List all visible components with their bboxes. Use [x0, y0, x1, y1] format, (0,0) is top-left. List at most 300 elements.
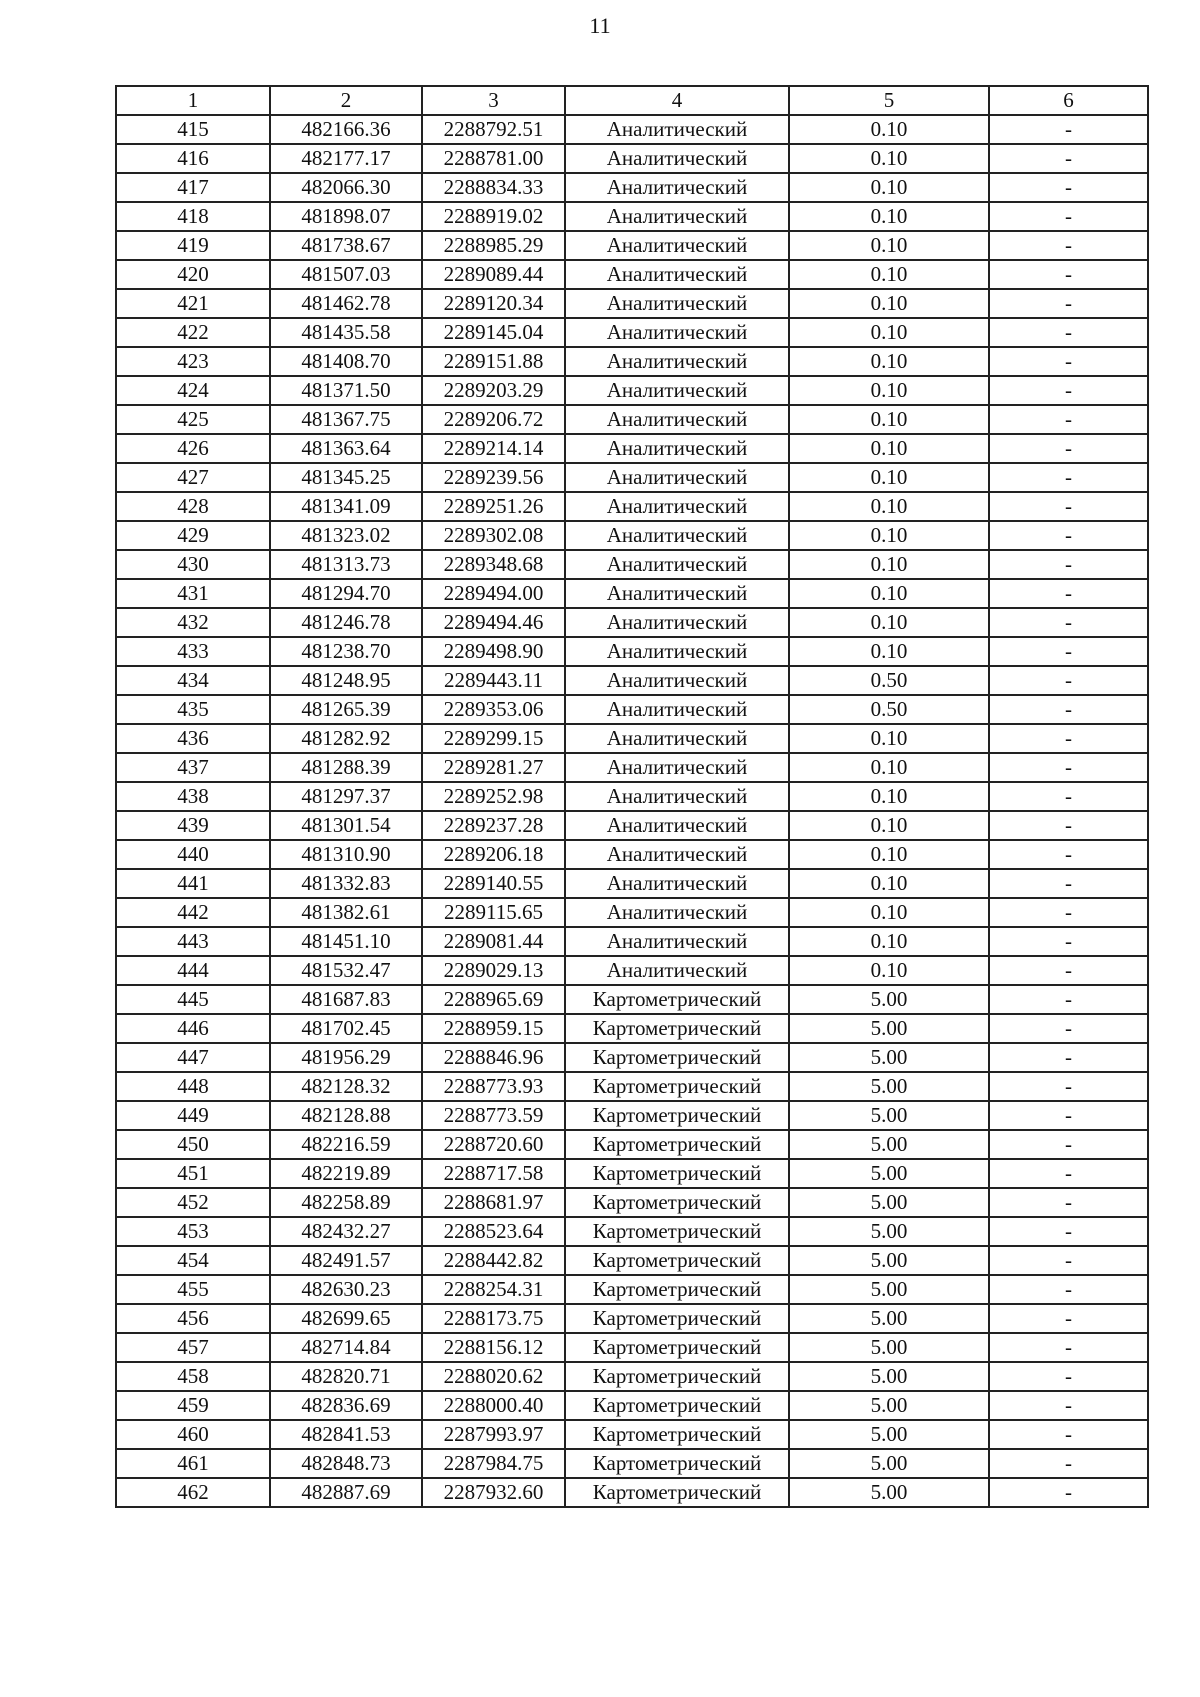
- note-cell: -: [989, 1449, 1148, 1478]
- x-coordinate-cell: 482887.69: [270, 1478, 422, 1507]
- table-row: [116, 1391, 1148, 1420]
- method-cell: Аналитический: [565, 927, 789, 956]
- y-coordinate-cell: 2287984.75: [422, 1449, 565, 1478]
- accuracy-cell: 0.10: [789, 956, 989, 985]
- y-coordinate-cell: 2289299.15: [422, 724, 565, 753]
- table-row: [116, 956, 1148, 985]
- note-cell: -: [989, 666, 1148, 695]
- note-cell: -: [989, 1159, 1148, 1188]
- note-cell: -: [989, 695, 1148, 724]
- accuracy-cell: 0.10: [789, 724, 989, 753]
- column-header: 2: [270, 86, 422, 115]
- method-cell: Картометрический: [565, 1246, 789, 1275]
- y-coordinate-cell: 2289252.98: [422, 782, 565, 811]
- accuracy-cell: 0.10: [789, 463, 989, 492]
- point-number-cell: 447: [116, 1043, 270, 1072]
- note-cell: -: [989, 1275, 1148, 1304]
- y-coordinate-cell: 2289348.68: [422, 550, 565, 579]
- method-cell: Аналитический: [565, 173, 789, 202]
- note-cell: -: [989, 521, 1148, 550]
- x-coordinate-cell: 482066.30: [270, 173, 422, 202]
- method-cell: Картометрический: [565, 1014, 789, 1043]
- note-cell: -: [989, 782, 1148, 811]
- note-cell: -: [989, 492, 1148, 521]
- table-row: [116, 724, 1148, 753]
- note-cell: -: [989, 1362, 1148, 1391]
- accuracy-cell: 0.10: [789, 927, 989, 956]
- method-cell: Картометрический: [565, 1304, 789, 1333]
- accuracy-cell: 5.00: [789, 1217, 989, 1246]
- y-coordinate-cell: 2288965.69: [422, 985, 565, 1014]
- x-coordinate-cell: 481738.67: [270, 231, 422, 260]
- method-cell: Аналитический: [565, 695, 789, 724]
- x-coordinate-cell: 481246.78: [270, 608, 422, 637]
- method-cell: Аналитический: [565, 956, 789, 985]
- note-cell: -: [989, 1043, 1148, 1072]
- y-coordinate-cell: 2288156.12: [422, 1333, 565, 1362]
- y-coordinate-cell: 2288020.62: [422, 1362, 565, 1391]
- accuracy-cell: 0.10: [789, 898, 989, 927]
- table-row: [116, 260, 1148, 289]
- y-coordinate-cell: 2289203.29: [422, 376, 565, 405]
- point-number-cell: 420: [116, 260, 270, 289]
- y-coordinate-cell: 2288523.64: [422, 1217, 565, 1246]
- point-number-cell: 438: [116, 782, 270, 811]
- x-coordinate-cell: 481341.09: [270, 492, 422, 521]
- accuracy-cell: 0.10: [789, 115, 989, 144]
- accuracy-cell: 5.00: [789, 1420, 989, 1449]
- table-row: [116, 1159, 1148, 1188]
- table-row: [116, 1449, 1148, 1478]
- point-number-cell: 415: [116, 115, 270, 144]
- table-row: [116, 289, 1148, 318]
- y-coordinate-cell: 2289237.28: [422, 811, 565, 840]
- y-coordinate-cell: 2289214.14: [422, 434, 565, 463]
- note-cell: -: [989, 1246, 1148, 1275]
- accuracy-cell: 0.50: [789, 666, 989, 695]
- table-row: [116, 1478, 1148, 1507]
- method-cell: Аналитический: [565, 318, 789, 347]
- point-number-cell: 448: [116, 1072, 270, 1101]
- x-coordinate-cell: 481371.50: [270, 376, 422, 405]
- note-cell: -: [989, 927, 1148, 956]
- y-coordinate-cell: 2288985.29: [422, 231, 565, 260]
- method-cell: Картометрический: [565, 1362, 789, 1391]
- accuracy-cell: 0.10: [789, 753, 989, 782]
- point-number-cell: 461: [116, 1449, 270, 1478]
- accuracy-cell: 0.10: [789, 144, 989, 173]
- note-cell: -: [989, 434, 1148, 463]
- method-cell: Картометрический: [565, 1072, 789, 1101]
- note-cell: -: [989, 753, 1148, 782]
- table-row: [116, 666, 1148, 695]
- method-cell: Аналитический: [565, 782, 789, 811]
- accuracy-cell: 0.10: [789, 231, 989, 260]
- table-row: [116, 1217, 1148, 1246]
- table-row: [116, 405, 1148, 434]
- table-row: [116, 811, 1148, 840]
- table-row: [116, 1101, 1148, 1130]
- table-row: [116, 347, 1148, 376]
- x-coordinate-cell: 482432.27: [270, 1217, 422, 1246]
- table-row: [116, 898, 1148, 927]
- point-number-cell: 456: [116, 1304, 270, 1333]
- accuracy-cell: 0.10: [789, 434, 989, 463]
- method-cell: Картометрический: [565, 1275, 789, 1304]
- table-row: [116, 1246, 1148, 1275]
- accuracy-cell: 0.10: [789, 550, 989, 579]
- x-coordinate-cell: 481462.78: [270, 289, 422, 318]
- table-row: [116, 695, 1148, 724]
- accuracy-cell: 5.00: [789, 1333, 989, 1362]
- x-coordinate-cell: 481956.29: [270, 1043, 422, 1072]
- table-row: [116, 492, 1148, 521]
- accuracy-cell: 0.50: [789, 695, 989, 724]
- y-coordinate-cell: 2289494.46: [422, 608, 565, 637]
- x-coordinate-cell: 482166.36: [270, 115, 422, 144]
- y-coordinate-cell: 2289206.72: [422, 405, 565, 434]
- x-coordinate-cell: 482177.17: [270, 144, 422, 173]
- point-number-cell: 440: [116, 840, 270, 869]
- table-row: [116, 1014, 1148, 1043]
- x-coordinate-cell: 481248.95: [270, 666, 422, 695]
- table-row: [116, 1043, 1148, 1072]
- table-row: [116, 753, 1148, 782]
- accuracy-cell: 5.00: [789, 1362, 989, 1391]
- x-coordinate-cell: 481294.70: [270, 579, 422, 608]
- y-coordinate-cell: 2289206.18: [422, 840, 565, 869]
- table-row: [116, 231, 1148, 260]
- point-number-cell: 433: [116, 637, 270, 666]
- x-coordinate-cell: 482699.65: [270, 1304, 422, 1333]
- table-row: [116, 115, 1148, 144]
- note-cell: -: [989, 1478, 1148, 1507]
- y-coordinate-cell: 2289498.90: [422, 637, 565, 666]
- note-cell: -: [989, 405, 1148, 434]
- method-cell: Картометрический: [565, 1420, 789, 1449]
- note-cell: -: [989, 144, 1148, 173]
- column-header: 3: [422, 86, 565, 115]
- y-coordinate-cell: 2287993.97: [422, 1420, 565, 1449]
- note-cell: -: [989, 289, 1148, 318]
- x-coordinate-cell: 482820.71: [270, 1362, 422, 1391]
- point-number-cell: 425: [116, 405, 270, 434]
- x-coordinate-cell: 481435.58: [270, 318, 422, 347]
- note-cell: -: [989, 579, 1148, 608]
- y-coordinate-cell: 2289353.06: [422, 695, 565, 724]
- x-coordinate-cell: 482630.23: [270, 1275, 422, 1304]
- table-row: [116, 1188, 1148, 1217]
- accuracy-cell: 5.00: [789, 985, 989, 1014]
- x-coordinate-cell: 481702.45: [270, 1014, 422, 1043]
- y-coordinate-cell: 2289145.04: [422, 318, 565, 347]
- accuracy-cell: 0.10: [789, 173, 989, 202]
- method-cell: Аналитический: [565, 898, 789, 927]
- point-number-cell: 424: [116, 376, 270, 405]
- note-cell: -: [989, 869, 1148, 898]
- point-number-cell: 443: [116, 927, 270, 956]
- point-number-cell: 419: [116, 231, 270, 260]
- accuracy-cell: 5.00: [789, 1130, 989, 1159]
- method-cell: Картометрический: [565, 1159, 789, 1188]
- note-cell: -: [989, 1072, 1148, 1101]
- y-coordinate-cell: 2288000.40: [422, 1391, 565, 1420]
- accuracy-cell: 0.10: [789, 782, 989, 811]
- x-coordinate-cell: 481367.75: [270, 405, 422, 434]
- table-row: [116, 173, 1148, 202]
- y-coordinate-cell: 2288717.58: [422, 1159, 565, 1188]
- accuracy-cell: 5.00: [789, 1449, 989, 1478]
- note-cell: -: [989, 840, 1148, 869]
- x-coordinate-cell: 482219.89: [270, 1159, 422, 1188]
- x-coordinate-cell: 482258.89: [270, 1188, 422, 1217]
- table-body: [116, 86, 1148, 1507]
- x-coordinate-cell: 481288.39: [270, 753, 422, 782]
- point-number-cell: 427: [116, 463, 270, 492]
- point-number-cell: 450: [116, 1130, 270, 1159]
- point-number-cell: 426: [116, 434, 270, 463]
- note-cell: -: [989, 637, 1148, 666]
- accuracy-cell: 5.00: [789, 1391, 989, 1420]
- accuracy-cell: 0.10: [789, 869, 989, 898]
- x-coordinate-cell: 481345.25: [270, 463, 422, 492]
- accuracy-cell: 5.00: [789, 1188, 989, 1217]
- y-coordinate-cell: 2288681.97: [422, 1188, 565, 1217]
- point-number-cell: 462: [116, 1478, 270, 1507]
- x-coordinate-cell: 482836.69: [270, 1391, 422, 1420]
- table-row: [116, 927, 1148, 956]
- note-cell: -: [989, 724, 1148, 753]
- y-coordinate-cell: 2287932.60: [422, 1478, 565, 1507]
- x-coordinate-cell: 481382.61: [270, 898, 422, 927]
- x-coordinate-cell: 481265.39: [270, 695, 422, 724]
- y-coordinate-cell: 2288773.59: [422, 1101, 565, 1130]
- note-cell: -: [989, 1101, 1148, 1130]
- table-row: [116, 1333, 1148, 1362]
- method-cell: Аналитический: [565, 608, 789, 637]
- y-coordinate-cell: 2289302.08: [422, 521, 565, 550]
- x-coordinate-cell: 481297.37: [270, 782, 422, 811]
- table-row: [116, 463, 1148, 492]
- x-coordinate-cell: 482714.84: [270, 1333, 422, 1362]
- y-coordinate-cell: 2289151.88: [422, 347, 565, 376]
- note-cell: -: [989, 1188, 1148, 1217]
- point-number-cell: 432: [116, 608, 270, 637]
- table-row: [116, 1362, 1148, 1391]
- point-number-cell: 423: [116, 347, 270, 376]
- x-coordinate-cell: 482128.32: [270, 1072, 422, 1101]
- point-number-cell: 436: [116, 724, 270, 753]
- method-cell: Аналитический: [565, 521, 789, 550]
- note-cell: -: [989, 550, 1148, 579]
- x-coordinate-cell: 481332.83: [270, 869, 422, 898]
- accuracy-cell: 0.10: [789, 637, 989, 666]
- accuracy-cell: 0.10: [789, 289, 989, 318]
- method-cell: Картометрический: [565, 1188, 789, 1217]
- note-cell: -: [989, 608, 1148, 637]
- method-cell: Аналитический: [565, 869, 789, 898]
- x-coordinate-cell: 481363.64: [270, 434, 422, 463]
- x-coordinate-cell: 481323.02: [270, 521, 422, 550]
- y-coordinate-cell: 2289251.26: [422, 492, 565, 521]
- accuracy-cell: 5.00: [789, 1014, 989, 1043]
- table-row: [116, 202, 1148, 231]
- note-cell: -: [989, 1304, 1148, 1333]
- note-cell: -: [989, 1014, 1148, 1043]
- x-coordinate-cell: 481408.70: [270, 347, 422, 376]
- x-coordinate-cell: 482491.57: [270, 1246, 422, 1275]
- accuracy-cell: 0.10: [789, 608, 989, 637]
- point-number-cell: 454: [116, 1246, 270, 1275]
- point-number-cell: 431: [116, 579, 270, 608]
- accuracy-cell: 0.10: [789, 521, 989, 550]
- method-cell: Аналитический: [565, 840, 789, 869]
- method-cell: Аналитический: [565, 579, 789, 608]
- column-header: 6: [989, 86, 1148, 115]
- accuracy-cell: 0.10: [789, 492, 989, 521]
- y-coordinate-cell: 2288792.51: [422, 115, 565, 144]
- table-row: [116, 1130, 1148, 1159]
- point-number-cell: 439: [116, 811, 270, 840]
- accuracy-cell: 0.10: [789, 376, 989, 405]
- note-cell: -: [989, 956, 1148, 985]
- method-cell: Аналитический: [565, 144, 789, 173]
- method-cell: Аналитический: [565, 202, 789, 231]
- table-row: [116, 1420, 1148, 1449]
- x-coordinate-cell: 481451.10: [270, 927, 422, 956]
- y-coordinate-cell: 2288720.60: [422, 1130, 565, 1159]
- note-cell: -: [989, 898, 1148, 927]
- x-coordinate-cell: 482841.53: [270, 1420, 422, 1449]
- table-row: [116, 579, 1148, 608]
- method-cell: Картометрический: [565, 985, 789, 1014]
- y-coordinate-cell: 2289089.44: [422, 260, 565, 289]
- method-cell: Аналитический: [565, 811, 789, 840]
- table-row: [116, 869, 1148, 898]
- table-header-row: [116, 86, 1148, 115]
- note-cell: -: [989, 985, 1148, 1014]
- method-cell: Аналитический: [565, 289, 789, 318]
- x-coordinate-cell: 482128.88: [270, 1101, 422, 1130]
- x-coordinate-cell: 481310.90: [270, 840, 422, 869]
- page-number: 11: [589, 13, 611, 38]
- accuracy-cell: 5.00: [789, 1478, 989, 1507]
- point-number-cell: 459: [116, 1391, 270, 1420]
- note-cell: -: [989, 463, 1148, 492]
- table-row: [116, 144, 1148, 173]
- table-row: [116, 782, 1148, 811]
- x-coordinate-cell: 481507.03: [270, 260, 422, 289]
- accuracy-cell: 5.00: [789, 1043, 989, 1072]
- note-cell: -: [989, 1420, 1148, 1449]
- method-cell: Картометрический: [565, 1449, 789, 1478]
- table-row: [116, 985, 1148, 1014]
- accuracy-cell: 0.10: [789, 811, 989, 840]
- note-cell: -: [989, 1333, 1148, 1362]
- point-number-cell: 444: [116, 956, 270, 985]
- method-cell: Аналитический: [565, 376, 789, 405]
- point-number-cell: 451: [116, 1159, 270, 1188]
- method-cell: Аналитический: [565, 434, 789, 463]
- point-number-cell: 435: [116, 695, 270, 724]
- table-row: [116, 550, 1148, 579]
- accuracy-cell: 0.10: [789, 579, 989, 608]
- y-coordinate-cell: 2289081.44: [422, 927, 565, 956]
- method-cell: Аналитический: [565, 260, 789, 289]
- method-cell: Картометрический: [565, 1391, 789, 1420]
- point-number-cell: 422: [116, 318, 270, 347]
- method-cell: Аналитический: [565, 115, 789, 144]
- point-number-cell: 416: [116, 144, 270, 173]
- method-cell: Картометрический: [565, 1101, 789, 1130]
- column-header: 5: [789, 86, 989, 115]
- point-number-cell: 457: [116, 1333, 270, 1362]
- y-coordinate-cell: 2289239.56: [422, 463, 565, 492]
- point-number-cell: 421: [116, 289, 270, 318]
- method-cell: Аналитический: [565, 231, 789, 260]
- accuracy-cell: 0.10: [789, 840, 989, 869]
- accuracy-cell: 5.00: [789, 1275, 989, 1304]
- table-row: [116, 608, 1148, 637]
- y-coordinate-cell: 2289140.55: [422, 869, 565, 898]
- table-row: [116, 318, 1148, 347]
- point-number-cell: 446: [116, 1014, 270, 1043]
- table-row: [116, 1304, 1148, 1333]
- method-cell: Аналитический: [565, 492, 789, 521]
- note-cell: -: [989, 318, 1148, 347]
- method-cell: Аналитический: [565, 753, 789, 782]
- y-coordinate-cell: 2289115.65: [422, 898, 565, 927]
- method-cell: Картометрический: [565, 1217, 789, 1246]
- method-cell: Аналитический: [565, 637, 789, 666]
- column-header: 4: [565, 86, 789, 115]
- x-coordinate-cell: 481313.73: [270, 550, 422, 579]
- accuracy-cell: 0.10: [789, 260, 989, 289]
- y-coordinate-cell: 2289120.34: [422, 289, 565, 318]
- method-cell: Аналитический: [565, 405, 789, 434]
- method-cell: Аналитический: [565, 463, 789, 492]
- accuracy-cell: 0.10: [789, 202, 989, 231]
- y-coordinate-cell: 2289281.27: [422, 753, 565, 782]
- y-coordinate-cell: 2289443.11: [422, 666, 565, 695]
- y-coordinate-cell: 2288781.00: [422, 144, 565, 173]
- point-number-cell: 452: [116, 1188, 270, 1217]
- accuracy-cell: 0.10: [789, 318, 989, 347]
- table-row: [116, 1072, 1148, 1101]
- point-number-cell: 429: [116, 521, 270, 550]
- x-coordinate-cell: 481282.92: [270, 724, 422, 753]
- point-number-cell: 441: [116, 869, 270, 898]
- y-coordinate-cell: 2288834.33: [422, 173, 565, 202]
- point-number-cell: 453: [116, 1217, 270, 1246]
- method-cell: Аналитический: [565, 550, 789, 579]
- accuracy-cell: 5.00: [789, 1101, 989, 1130]
- point-number-cell: 445: [116, 985, 270, 1014]
- x-coordinate-cell: 482848.73: [270, 1449, 422, 1478]
- method-cell: Аналитический: [565, 666, 789, 695]
- accuracy-cell: 0.10: [789, 405, 989, 434]
- x-coordinate-cell: 481532.47: [270, 956, 422, 985]
- y-coordinate-cell: 2288846.96: [422, 1043, 565, 1072]
- y-coordinate-cell: 2288254.31: [422, 1275, 565, 1304]
- note-cell: -: [989, 173, 1148, 202]
- y-coordinate-cell: 2288773.93: [422, 1072, 565, 1101]
- point-number-cell: 437: [116, 753, 270, 782]
- point-number-cell: 418: [116, 202, 270, 231]
- note-cell: -: [989, 811, 1148, 840]
- note-cell: -: [989, 347, 1148, 376]
- point-number-cell: 455: [116, 1275, 270, 1304]
